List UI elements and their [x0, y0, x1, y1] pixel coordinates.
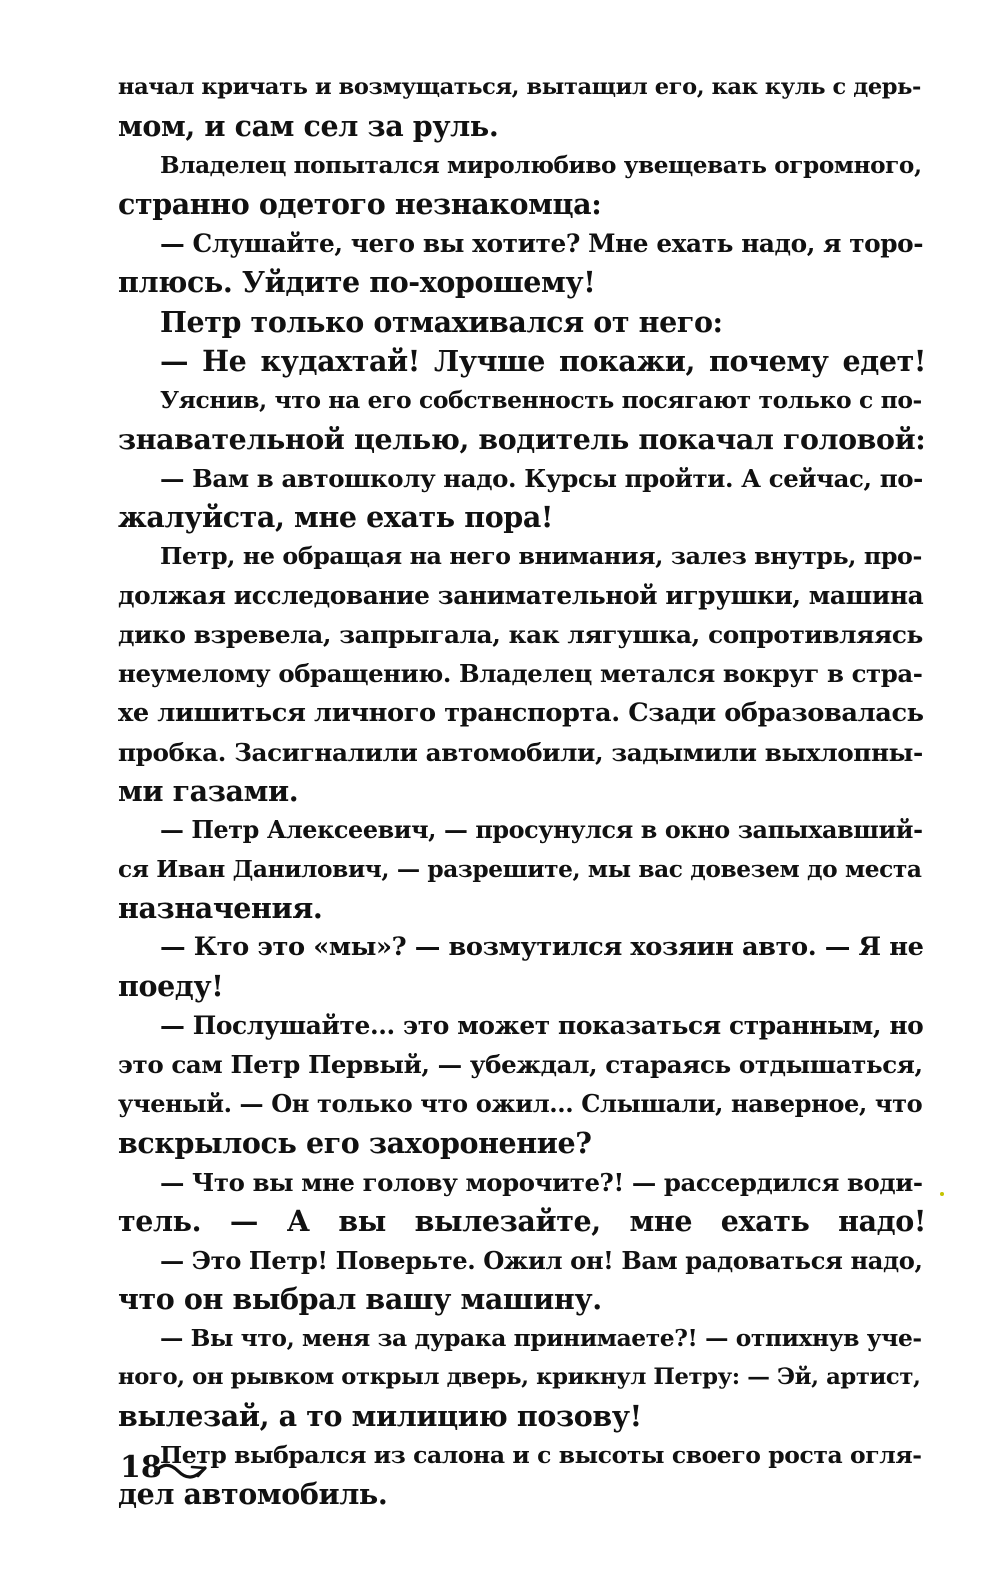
print-speck — [940, 1192, 944, 1196]
text-line: Уяснив, что на его собственность посягают только с по- — [160, 385, 922, 414]
text-line: дел автомобиль. — [118, 1477, 388, 1512]
text-line: начал кричать и возмущаться, вытащил его, как куль с дерь- — [118, 74, 921, 100]
text-line: это сам Петр Первый, — убеждал, стараясь отдышаться, — [118, 1050, 923, 1080]
text-line: что он выбрал вашу машину. — [118, 1281, 602, 1316]
text-line: Петр выбрался из салона и с высоты своего роста огля- — [160, 1441, 922, 1470]
text-line: неумелому обращению. Владелец метался вокруг в стра- — [118, 659, 923, 689]
text-line: жалуйста, мне ехать пора! — [118, 500, 554, 535]
text-line: мом, и сам сел за руль. — [118, 109, 499, 144]
text-line: ученый. — Он только что ожил... Слышали, наверное, что — [118, 1089, 923, 1119]
text-line: ного, он рывком открыл дверь, крикнул Петру: — Эй, артист, — [118, 1364, 921, 1391]
text-line: — Вы что, меня за дурака принимаете?! — отпихнув уче- — [160, 1324, 922, 1352]
text-line: знавательной целью, водитель покачал головой: — [118, 421, 926, 456]
text-line: — Это Петр! Поверьте. Ожил он! Вам радоваться надо, — [160, 1245, 923, 1275]
text-line: ми газами. — [118, 773, 299, 808]
text-line: — Послушайте... это может показаться странным, но — [160, 1011, 924, 1041]
text-line: назначения. — [118, 890, 323, 925]
text-line: Петр только отмахивался от него: — [160, 304, 723, 339]
text-line: плюсь. Уйдите по-хорошему! — [118, 265, 596, 300]
text-line: дико взревела, запрыгала, как лягушка, сопротивляясь — [118, 620, 923, 650]
page-number: 18 — [120, 1450, 162, 1485]
text-line: хе лишиться личного транспорта. Сзади образовалась — [118, 697, 924, 728]
text-line: — Петр Алексеевич, — просунулся в окно запыхавший- — [160, 815, 923, 844]
text-line: странно одетого незнакомца: — [118, 187, 602, 222]
text-line: должая исследование занимательной игрушки, машина — [118, 581, 924, 611]
text-line: — Что вы мне голову морочите?! — рассердился води- — [160, 1167, 923, 1197]
text-line: вскрылось его захоронение? — [118, 1125, 592, 1160]
tilde-ornament-icon — [152, 1458, 208, 1484]
text-line: — Вам в автошколу надо. Курсы пройти. А сейчас, по- — [160, 463, 923, 493]
text-line: ся Иван Данилович, — разрешите, мы вас довезем до места — [118, 855, 922, 883]
text-line: Владелец попытался миролюбиво увещевать огромного, — [160, 152, 922, 180]
text-line: — Кто это «мы»? — возмутился хозяин авто. — Я не — [160, 932, 924, 963]
text-line: поеду! — [118, 969, 224, 1004]
text-line: — Слушайте, чего вы хотите? Мне ехать надо, я торо- — [160, 229, 924, 259]
text-line: вылезай, а то милицию позову! — [118, 1399, 642, 1434]
text-line: пробка. Засигналили автомобили, задымили выхлопны- — [118, 737, 923, 767]
text-line: тель. — А вы вылезайте, мне ехать надо! — [118, 1203, 926, 1238]
text-line: Петр, не обращая на него внимания, залез внутрь, про- — [160, 542, 922, 571]
text-line: — Не кудахтай! Лучше покажи, почему едет! — [160, 343, 926, 378]
body-text — [118, 68, 926, 1514]
